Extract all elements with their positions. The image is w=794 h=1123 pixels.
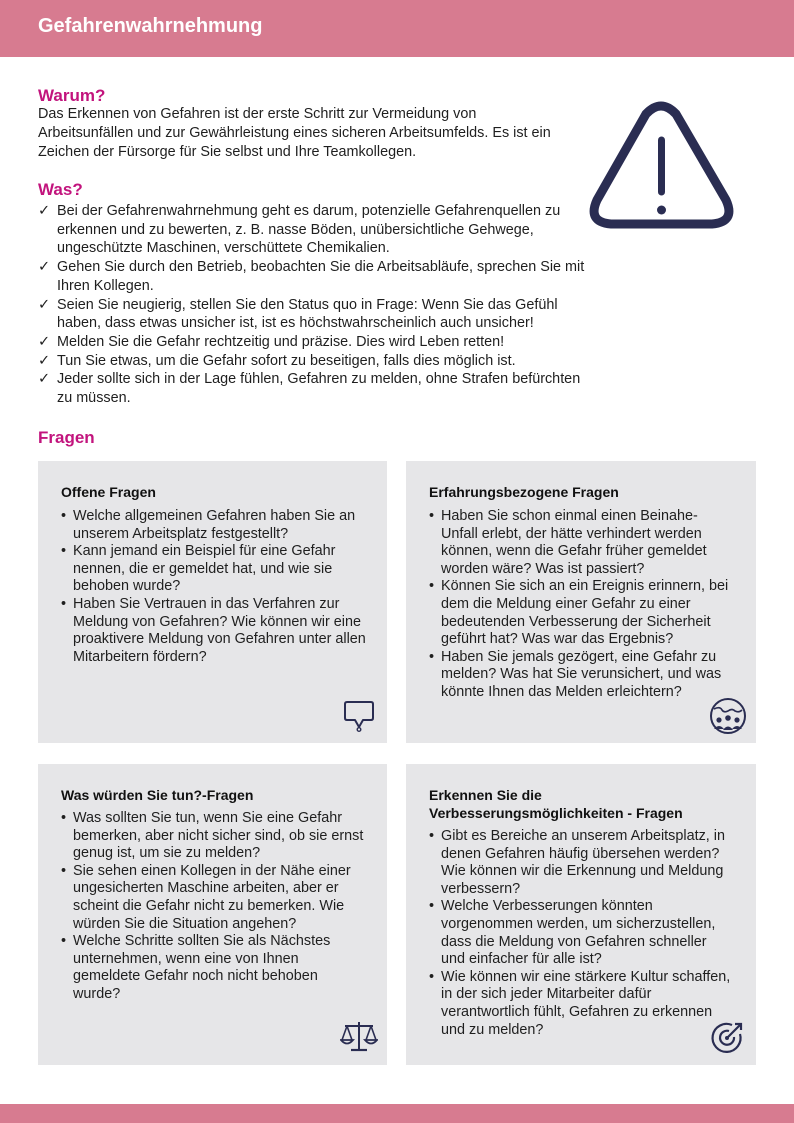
list-item: • Welche Schritte sollten Sie als Nächstes unternehmen, wenn eine von Ihnen gemeldete Gefahr noch nicht behoben wurde? [61, 933, 331, 1002]
checkmark-icon: ✓ [38, 333, 51, 350]
globe-people-icon [708, 696, 748, 736]
list-item: ✓ Melden Sie die Gefahr rechtzeitig und präzise. Dies wird Leben retten! [38, 333, 505, 350]
list-item: • Haben Sie Vertrauen in das Verfahren zur Meldung von Gefahren? Wie können wir eine proaktivere Meldung von Gefahren unter allen Mitarbeitern fördern? [61, 595, 366, 665]
list-item: • Gibt es Bereiche an unserem Arbeitsplatz, in denen Gefahren häufig übersehen werden? Wie können wir die Erkennung und Meldung verbessern? [429, 828, 725, 897]
card-question-list [61, 508, 366, 666]
card-question-list [429, 828, 734, 1039]
list-item: • Sie sehen einen Kollegen in der Nähe einer ungesicherten Maschine arbeiten, aber er scheint die Gefahr nicht zu bemerken. Wie würden Sie die Situation angehen? [61, 862, 351, 932]
why-text: Das Erkennen von Gefahren ist der erste Schritt zur Vermeidung von Arbeitsunfällen und zur Gewährleistung eines sicheren Arbeitsumfelds. Es ist ein Zeichen der Fürsorge für Sie selbst und Ihre Teamkollegen. [38, 106, 551, 160]
what-checklist [38, 202, 598, 408]
warning-triangle-icon [588, 100, 735, 232]
list-item: • Haben Sie schon einmal einen Beinahe-Unfall erlebt, der hätte verhindert werden können, wenn die Gefahr früher gemeldet worden wäre? Was ist passiert? [429, 508, 707, 577]
card-question-list [429, 508, 734, 702]
list-item: ✓ Bei der Gefahrenwahrnehmung geht es darum, potenzielle Gefahrenquellen zu erkennen und zu bewerten, z. B. nasse Böden, unübersichtliche Gehwege, ungeschützte Maschinen, verschüttete Chemikalien. [38, 203, 561, 257]
why-heading: Warum? [38, 86, 106, 105]
page-title: Gefahrenwahrnehmung [38, 15, 263, 37]
questions-heading: Fragen [38, 428, 95, 447]
checkmark-icon: ✓ [38, 371, 51, 388]
list-item: • Haben Sie jemals gezögert, eine Gefahr zu melden? Was hat Sie verunsichert, und was könnte Ihnen das Melden erleichtern? [429, 648, 722, 700]
what-heading: Was? [38, 180, 83, 199]
checkmark-icon: ✓ [38, 259, 51, 276]
checkmark-icon: ✓ [38, 296, 51, 313]
card-improvement-questions [406, 764, 756, 1065]
list-item: • Welche allgemeinen Gefahren haben Sie an unserem Arbeitsplatz festgestellt? [61, 508, 356, 542]
speech-bubble-icon [342, 699, 376, 733]
card-experience-questions [406, 461, 756, 743]
card-title: Was würden Sie tun?-Fragen [61, 787, 254, 803]
list-item: ✓ Jeder sollte sich in der Lage fühlen, Gefahren zu melden, ohne Strafen befürchten zu müssen. [38, 371, 581, 407]
card-title: Erkennen Sie die Verbesserungsmöglichkeiten - Fragen [429, 787, 683, 821]
card-what-would-you-do-questions [38, 764, 387, 1065]
checkmark-icon: ✓ [38, 352, 51, 369]
list-item: • Kann jemand ein Beispiel für eine Gefahr nennen, die er gemeldet hat, und wie sie behoben wurde? [61, 543, 336, 595]
footer-bar [0, 1104, 794, 1123]
list-item: • Wie können wir eine stärkere Kultur schaffen, in der sich jeder Mitarbeiter dafür verantwortlich fühlt, Gefahren zu erkennen und zu melden? [429, 968, 731, 1038]
card-question-list [61, 810, 366, 1004]
list-item: • Was sollten Sie tun, wenn Sie eine Gefahr bemerken, aber nicht sicher sind, ob sie ernst genug ist, um sie zu melden? [61, 810, 364, 862]
checkmark-icon: ✓ [38, 203, 51, 219]
target-arrow-icon [710, 1020, 746, 1056]
scales-icon [340, 1018, 378, 1054]
list-item: ✓ Seien Sie neugierig, stellen Sie den Status quo in Frage: Wenn Sie das Gefühl haben, dass etwas unsicher ist, ist es höchstwahrscheinlich auch unsicher! [38, 296, 558, 332]
card-title: Offene Fragen [61, 484, 156, 500]
header-bar [0, 0, 794, 57]
list-item: • Können Sie sich an ein Ereignis erinnern, bei dem die Meldung einer Gefahr zu einer bedeutenden Verbesserung der Sicherheit geführt hat? Was war das Ergebnis? [429, 578, 729, 648]
list-item: • Welche Verbesserungen könnten vorgenommen werden, um sicherzustellen, dass die Meldung von Gefahren schneller und einfacher für alle ist? [429, 898, 716, 968]
card-open-questions [38, 461, 387, 743]
list-item: ✓ Gehen Sie durch den Betrieb, beobachten Sie die Arbeitsabläufe, sprechen Sie mit Ihren Kollegen. [38, 259, 585, 294]
list-item: ✓ Tun Sie etwas, um die Gefahr sofort zu beseitigen, falls dies möglich ist. [38, 352, 516, 369]
card-title: Erfahrungsbezogene Fragen [429, 484, 619, 500]
